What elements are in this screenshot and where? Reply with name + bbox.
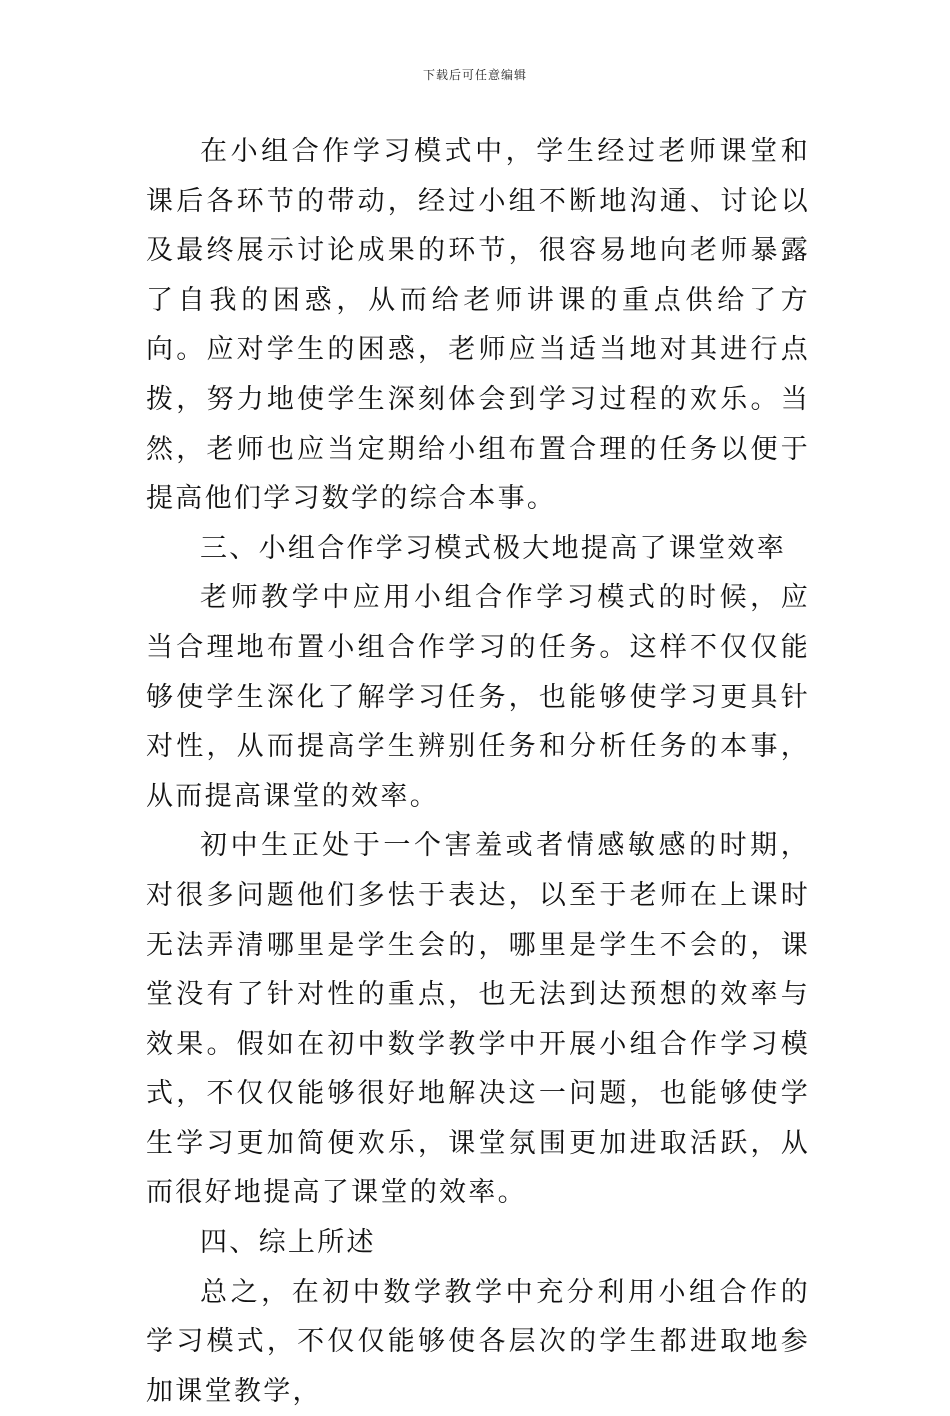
paragraph: 总之，在初中数学教学中充分利用小组合作的学习模式，不仅仅能够使各层次的学生都进取地参加课堂教学，	[146, 1276, 810, 1407]
document-body	[146, 127, 810, 1416]
paragraph: 初中生正处于一个害羞或者情感敏感的时期，对很多问题他们多怯于表达，以至于老师在上课时无法弄清哪里是学生会的，哪里是学生不会的，课堂没有了针对性的重点，也无法到达预想的效率与效果。假如在初中数学教学中开展小组合作学习模式，不仅仅能够很好地解决这一问题，也能够使学生学习更加简便欢乐，课堂氛围更加进取活跃，从而很好地提高了课堂的效率。	[146, 830, 810, 1209]
paragraph: 在小组合作学习模式中，学生经过老师课堂和课后各环节的带动，经过小组不断地沟通、讨论以及最终展示讨论成果的环节，很容易地向老师暴露了自我的困惑，从而给老师讲课的重点供给了方向。应对学生的困惑，老师应当适当地对其进行点拨，努力地使学生深刻体会到学习过程的欢乐。当然，老师也应当定期给小组布置合理的任务以便于提高他们学习数学的综合本事。	[146, 136, 810, 515]
paragraph: 老师教学中应用小组合作学习模式的时候，应当合理地布置小组合作学习的任务。这样不仅仅能够使学生深化了解学习任务，也能够使学习更具针对性，从而提高学生辨别任务和分析任务的本事，从而提高课堂的效率。	[146, 582, 810, 812]
section-heading: 四、综上所述	[200, 1227, 376, 1259]
page-header: 下载后可任意编辑	[422, 68, 527, 82]
section-heading: 三、小组合作学习模式极大地提高了课堂效率	[200, 532, 786, 564]
